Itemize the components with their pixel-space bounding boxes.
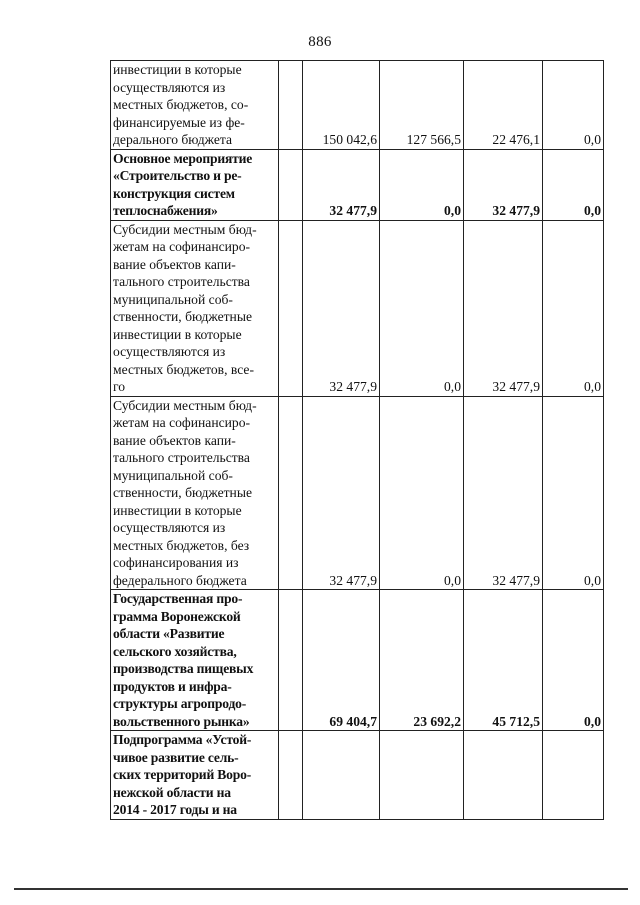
value-total: 32 477,9: [303, 220, 380, 396]
table-row: [111, 220, 604, 396]
value-total: 69 404,7: [303, 590, 380, 731]
value-regional: 22 476,1: [464, 61, 543, 150]
value-federal: 0,0: [380, 149, 464, 220]
table-row: [111, 590, 604, 731]
row-description: Государственная про- грамма Воронежской области «Развитие сельского хозяйства, производства пищевых продуктов и инфра- структуры агропродо- вольственного рынка»: [111, 590, 279, 731]
value-federal: 23 692,2: [380, 590, 464, 731]
value-federal: [380, 731, 464, 820]
row-description: Субсидии местным бюд- жетам на софинансиро- вание объектов капи- тального строительства муниципальной соб- ственности, бюджетные инвестиции в которые осуществляются из местных бюджетов, без софинансирования из федерального бюджета: [111, 396, 279, 590]
blank-cell: [279, 590, 303, 731]
value-federal: 0,0: [380, 220, 464, 396]
row-description: Подпрограмма «Устой- чивое развитие сель- ских территорий Воро- нежской области на 2014 - 2017 годы и на: [111, 731, 279, 820]
table-row: [111, 149, 604, 220]
value-federal: 0,0: [380, 396, 464, 590]
value-other: 0,0: [543, 590, 604, 731]
table-row: [111, 396, 604, 590]
value-total: 32 477,9: [303, 396, 380, 590]
blank-cell: [279, 731, 303, 820]
value-other: 0,0: [543, 149, 604, 220]
value-total: [303, 731, 380, 820]
value-regional: [464, 731, 543, 820]
value-federal: 127 566,5: [380, 61, 464, 150]
value-other: [543, 731, 604, 820]
table-row: [111, 61, 604, 150]
value-total: 150 042,6: [303, 61, 380, 150]
value-regional: 45 712,5: [464, 590, 543, 731]
value-other: 0,0: [543, 220, 604, 396]
value-other: 0,0: [543, 396, 604, 590]
row-description: инвестиции в которые осуществляются из местных бюджетов, со- финансируемые из фе- дерального бюджета: [111, 61, 279, 150]
budget-table: [110, 60, 604, 820]
blank-cell: [279, 396, 303, 590]
page-number: 886: [308, 34, 332, 50]
blank-cell: [279, 220, 303, 396]
value-regional: 32 477,9: [464, 149, 543, 220]
value-other: 0,0: [543, 61, 604, 150]
blank-cell: [279, 61, 303, 150]
value-regional: 32 477,9: [464, 220, 543, 396]
blank-cell: [279, 149, 303, 220]
table-row: [111, 731, 604, 820]
value-total: 32 477,9: [303, 149, 380, 220]
row-description: Основное мероприятие «Строительство и ре- конструкция систем теплоснабжения»: [111, 149, 279, 220]
page-bottom-edge: [14, 888, 628, 890]
row-description: Субсидии местным бюд- жетам на софинансиро- вание объектов капи- тального строительства муниципальной соб- ственности, бюджетные инвестиции в которые осуществляются из местных бюджетов, все- го: [111, 220, 279, 396]
value-regional: 32 477,9: [464, 396, 543, 590]
